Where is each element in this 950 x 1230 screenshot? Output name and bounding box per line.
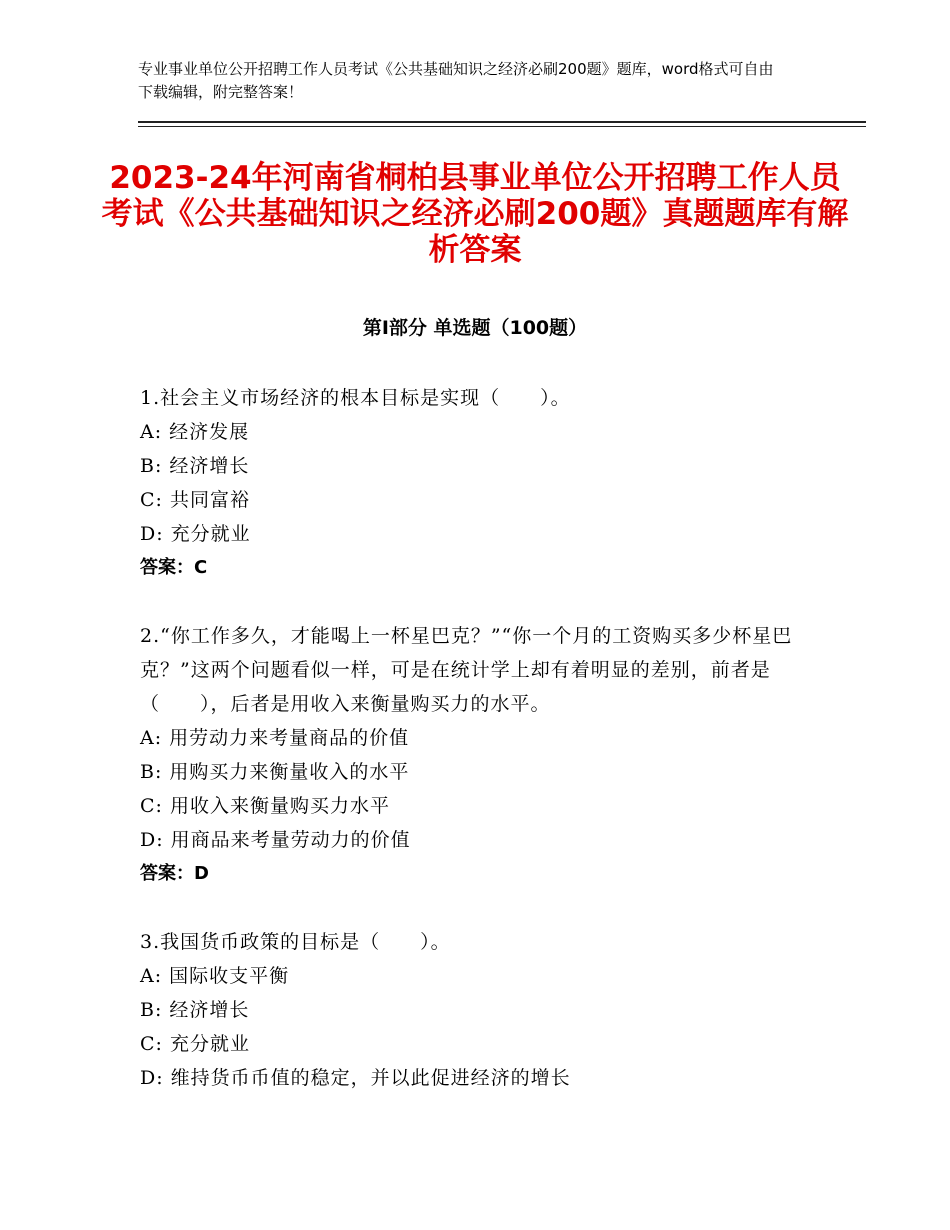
option-c: C: 充分就业 [140,1033,250,1055]
answer: 答案：D [140,863,209,884]
option-d: D: 充分就业 [140,523,251,545]
option-b: B: 经济增长 [140,455,250,477]
header-divider-thin [138,126,866,127]
option-c: C: 共同富裕 [140,489,250,511]
option-d: D: 维持货币币值的稳定，并以此促进经济的增长 [140,1067,571,1089]
option-d: D: 用商品来考量劳动力的价值 [140,829,411,851]
header-note: 专业事业单位公开招聘工作人员考试《公共基础知识之经济必刷200题》题库，word格式可自由下载编辑，附完整答案！ [138,60,774,101]
section-heading: 第Ⅰ部分 单选题（100题） [362,317,588,339]
document-title: 2023-24年河南省桐柏县事业单位公开招聘工作人员考试《公共基础知识之经济必刷200题》真题题库有解析答案 [101,160,849,268]
option-b: B: 用购买力来衡量收入的水平 [140,761,410,783]
option-a: A: 经济发展 [140,421,250,443]
question-stem: 2.“你工作多久，才能喝上一杯星巴克？”“你一个月的工资购买多少杯星巴克？”这两个问题看似一样，可是在统计学上却有着明显的差别，前者是（ ），后者是用收入来衡量购买力的水平。 [140,625,793,715]
option-b: B: 经济增长 [140,999,250,1021]
question-stem: 1.社会主义市场经济的根本目标是实现（ ）。 [140,387,571,409]
header-divider-thick [138,121,866,123]
option-a: A: 用劳动力来考量商品的价值 [140,727,410,749]
question-1 [140,381,810,585]
question-list [140,381,810,1129]
question-stem: 3.我国货币政策的目标是（ ）。 [140,931,451,953]
question-3 [140,925,810,1095]
answer: 答案：C [140,557,208,578]
option-a: A: 国际收支平衡 [140,965,290,987]
option-c: C: 用收入来衡量购买力水平 [140,795,390,817]
question-2 [140,619,810,891]
